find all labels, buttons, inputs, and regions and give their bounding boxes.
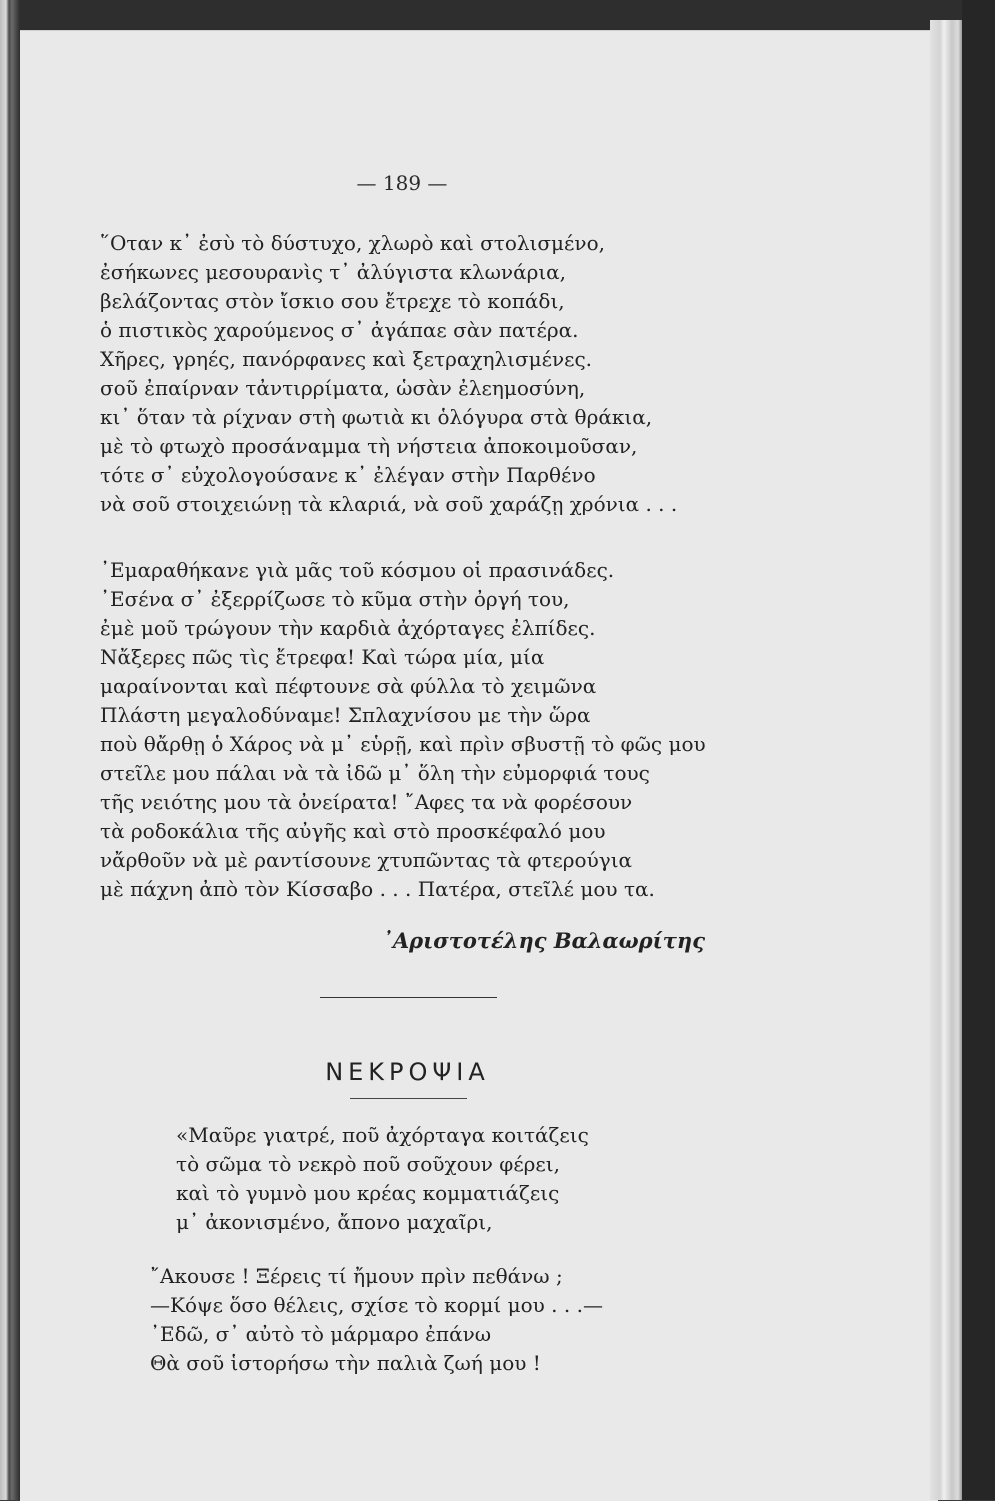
verse-line: μὲ πάχνη ἀπὸ τὸν Κίσσαβο . . . Πατέρα, στεῖλέ μου τα. [100,877,655,901]
verse-line: ἐμὲ μοῦ τρώγουν τὴν καρδιὰ ἀχόρταγες ἐλπίδες. [100,616,596,640]
poem2-stanza2 [150,1262,603,1378]
previous-page-edge [0,0,20,1500]
verse-line: νὰ σοῦ στοιχειώνῃ τὰ κλαριά, νὰ σοῦ χαράζῃ χρόνια . . . [100,492,678,516]
poem1-stanza2 [100,556,706,904]
verse-line: ᾽Εσένα σ᾽ ἐξερρίζωσε τὸ κῦμα στὴν ὀργή του, [100,587,570,611]
verse-line: σοῦ ἐπαίρναν τἀντιρρίματα, ὡσὰν ἐλεημοσύνη, [100,376,586,400]
page-number: — 189 — [356,171,448,195]
verse-line: τῆς νειότης μου τὰ ὀνείρατα! ῎Αφες τα νὰ φορέσουν [100,790,633,814]
verse-line: μαραίνονται καὶ πέφτουνε σὰ φύλλα τὸ χειμῶνα [100,674,597,698]
verse-line: κι᾽ ὅταν τὰ ρίχναν στὴ φωτιὰ κι ὁλόγυρα στὰ θράκια, [100,405,653,429]
verse-line: νἄρθοῦν νὰ μὲ ραντίσουνε χτυπῶντας τὰ φτερούγια [100,848,633,872]
verse-line: Θὰ σοῦ ἱστορήσω τὴν παλιὰ ζωή μου ! [150,1351,541,1375]
verse-line: ποὺ θἄρθῃ ὁ Χάρος νὰ μ᾽ εὑρῇ, καὶ πρὶν σβυστῇ τὸ φῶς μου [100,732,706,756]
poem-title: ΝΕΚΡΟΨΙΑ [325,1058,490,1086]
author-signature: ᾽Αριστοτέλης Βαλαωρίτης [382,928,705,953]
verse-line: μὲ τὸ φτωχὸ προσάναμμα τὴ νήστεια ἀποκοιμοῦσαν, [100,434,638,458]
verse-line: τὸ σῶμα τὸ νεκρὸ ποῦ σοῦχουν φέρει, [176,1152,560,1176]
scan-shadow [962,0,995,1500]
verse-line: στεῖλε μου πάλαι νὰ τὰ ἰδῶ μ᾽ ὅλη τὴν εὐμορφιά τους [100,761,650,785]
verse-line: ᾽Εμαραθήκανε γιὰ μᾶς τοῦ κόσμου οἱ πρασινάδες. [100,558,615,582]
verse-line: ἐσήκωνες μεσουρανὶς τ᾽ ἀλύγιστα κλωνάρια, [100,260,567,284]
section-divider [320,997,497,998]
title-underline [350,1098,467,1099]
verse-line: βελάζοντας στὸν ἴσκιο σου ἔτρεχε τὸ κοπάδι, [100,289,565,313]
verse-line: «Μαῦρε γιατρέ, ποῦ ἀχόρταγα κοιτάζεις [176,1123,589,1147]
verse-line: ῞Οταν κ᾽ ἐσὺ τὸ δύστυχο, χλωρὸ καὶ στολισμένο, [100,231,605,255]
verse-line: τὰ ροδοκάλια τῆς αὐγῆς καὶ στὸ προσκέφαλό μου [100,819,606,843]
verse-line: Νἄξερες πῶς τὶς ἔτρεφα! Καὶ τώρα μία, μία [100,645,545,669]
verse-line: καὶ τὸ γυμνὸ μου κρέας κομματιάζεις [176,1181,560,1205]
poem1-stanza1 [100,229,677,519]
verse-line: ὁ πιστικὸς χαρούμενος σ᾽ ἀγάπαε σὰν πατέρα. [100,318,579,342]
verse-line: —Κόψε ὅσο θέλεις, σχίσε τὸ κορμί μου . . .— [150,1293,603,1317]
verse-line: ῎Ακουσε ! Ξέρεις τί ἤμουν πρὶν πεθάνω ; [150,1264,563,1288]
verse-line: Χῆρες, γρηές, πανόρφανες καὶ ξετραχηλισμένες. [100,347,593,371]
verse-line: μ᾽ ἀκονισμένο, ἄπονο μαχαῖρι, [176,1210,493,1234]
poem2-stanza1 [176,1121,589,1237]
page-stack-edge [930,20,962,1500]
verse-line: τότε σ᾽ εὐχολογούσανε κ᾽ ἐλέγαν στὴν Παρθένο [100,463,596,487]
verse-line: ᾽Εδῶ, σ᾽ αὐτὸ τὸ μάρμαρο ἐπάνω [150,1322,492,1346]
verse-line: Πλάστη μεγαλοδύναμε! Σπλαχνίσου με τὴν ὥρα [100,703,591,727]
